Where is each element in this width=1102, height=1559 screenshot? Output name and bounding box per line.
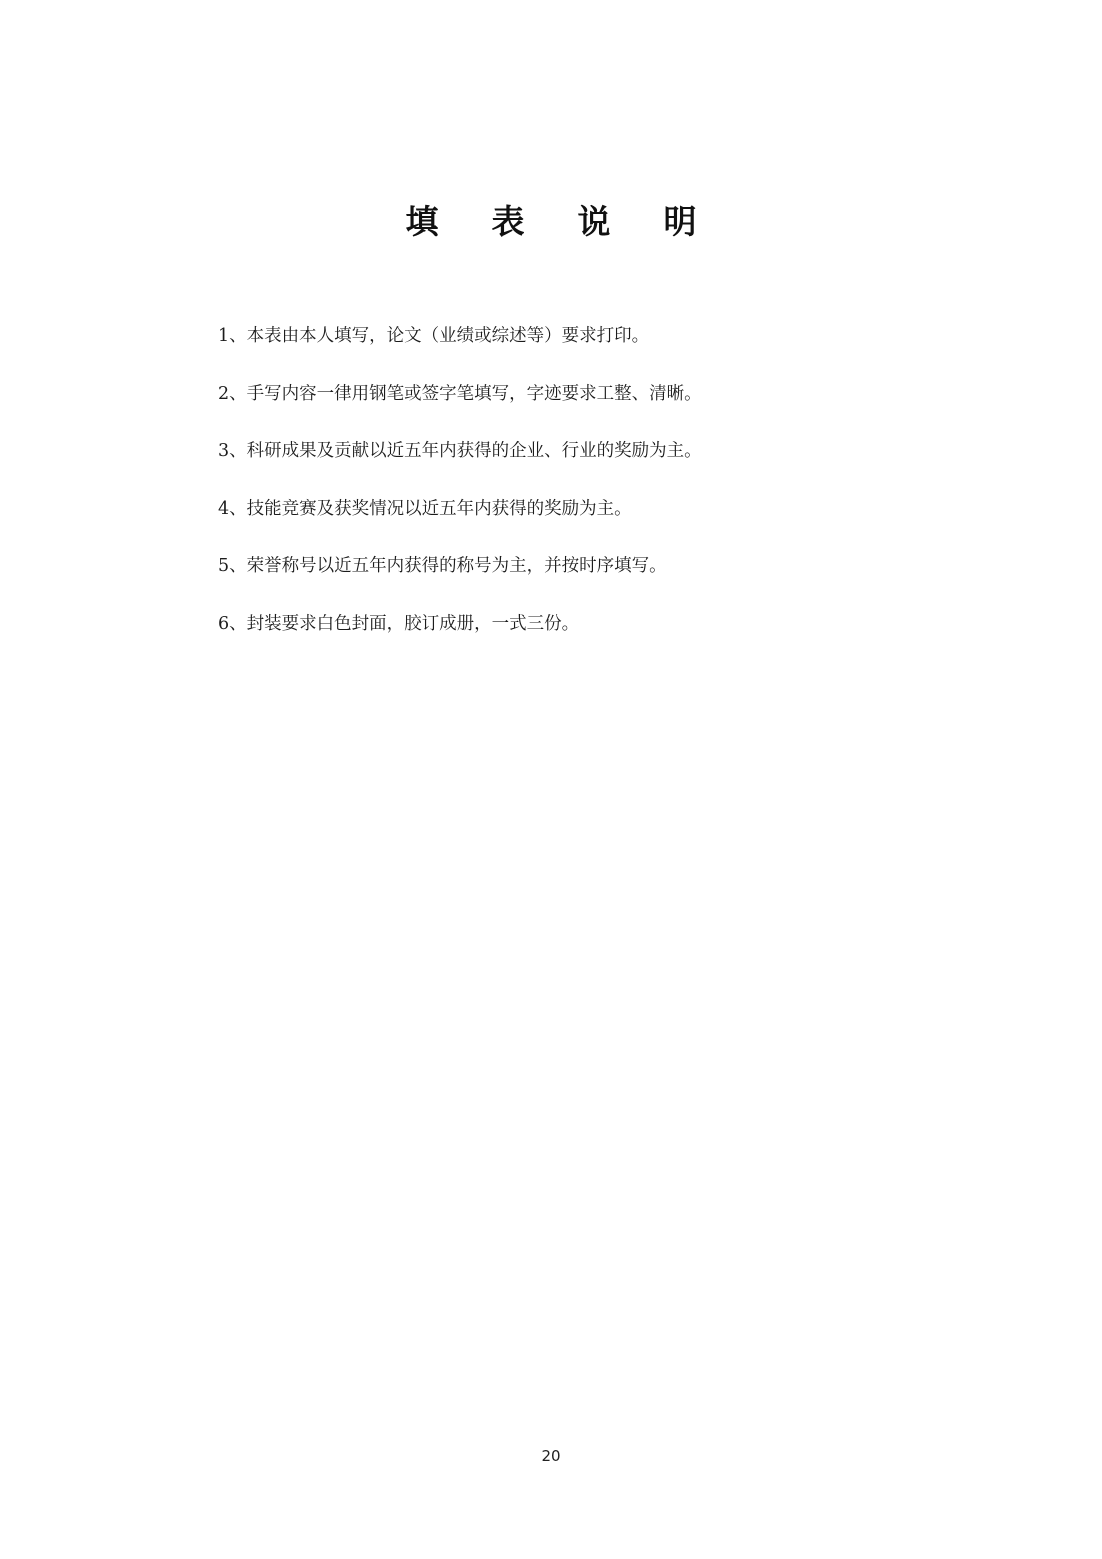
- title-char: 明: [663, 202, 697, 241]
- instruction-list: [218, 320, 702, 665]
- page-number: 20: [541, 1447, 561, 1465]
- page-title: [0, 196, 1102, 243]
- instruction-item: 1、本表由本人填写，论文（业绩或综述等）要求打印。: [218, 326, 650, 346]
- title-char: 说: [577, 202, 611, 241]
- instruction-item: 6、封装要求白色封面，胶订成册，一式三份。: [218, 613, 580, 634]
- instruction-item: 4、技能竞赛及获奖情况以近五年内获得的奖励为主。: [218, 498, 632, 519]
- title-char: 表: [491, 202, 525, 241]
- instruction-item: 3、科研成果及贡献以近五年内获得的企业、行业的奖励为主。: [218, 441, 702, 461]
- title-char: 填: [405, 202, 439, 241]
- instruction-item: 2、手写内容一律用钢笔或签字笔填写，字迹要求工整、清晰。: [218, 383, 702, 404]
- instruction-item: 5、荣誉称号以近五年内获得的称号为主，并按时序填写。: [218, 556, 667, 576]
